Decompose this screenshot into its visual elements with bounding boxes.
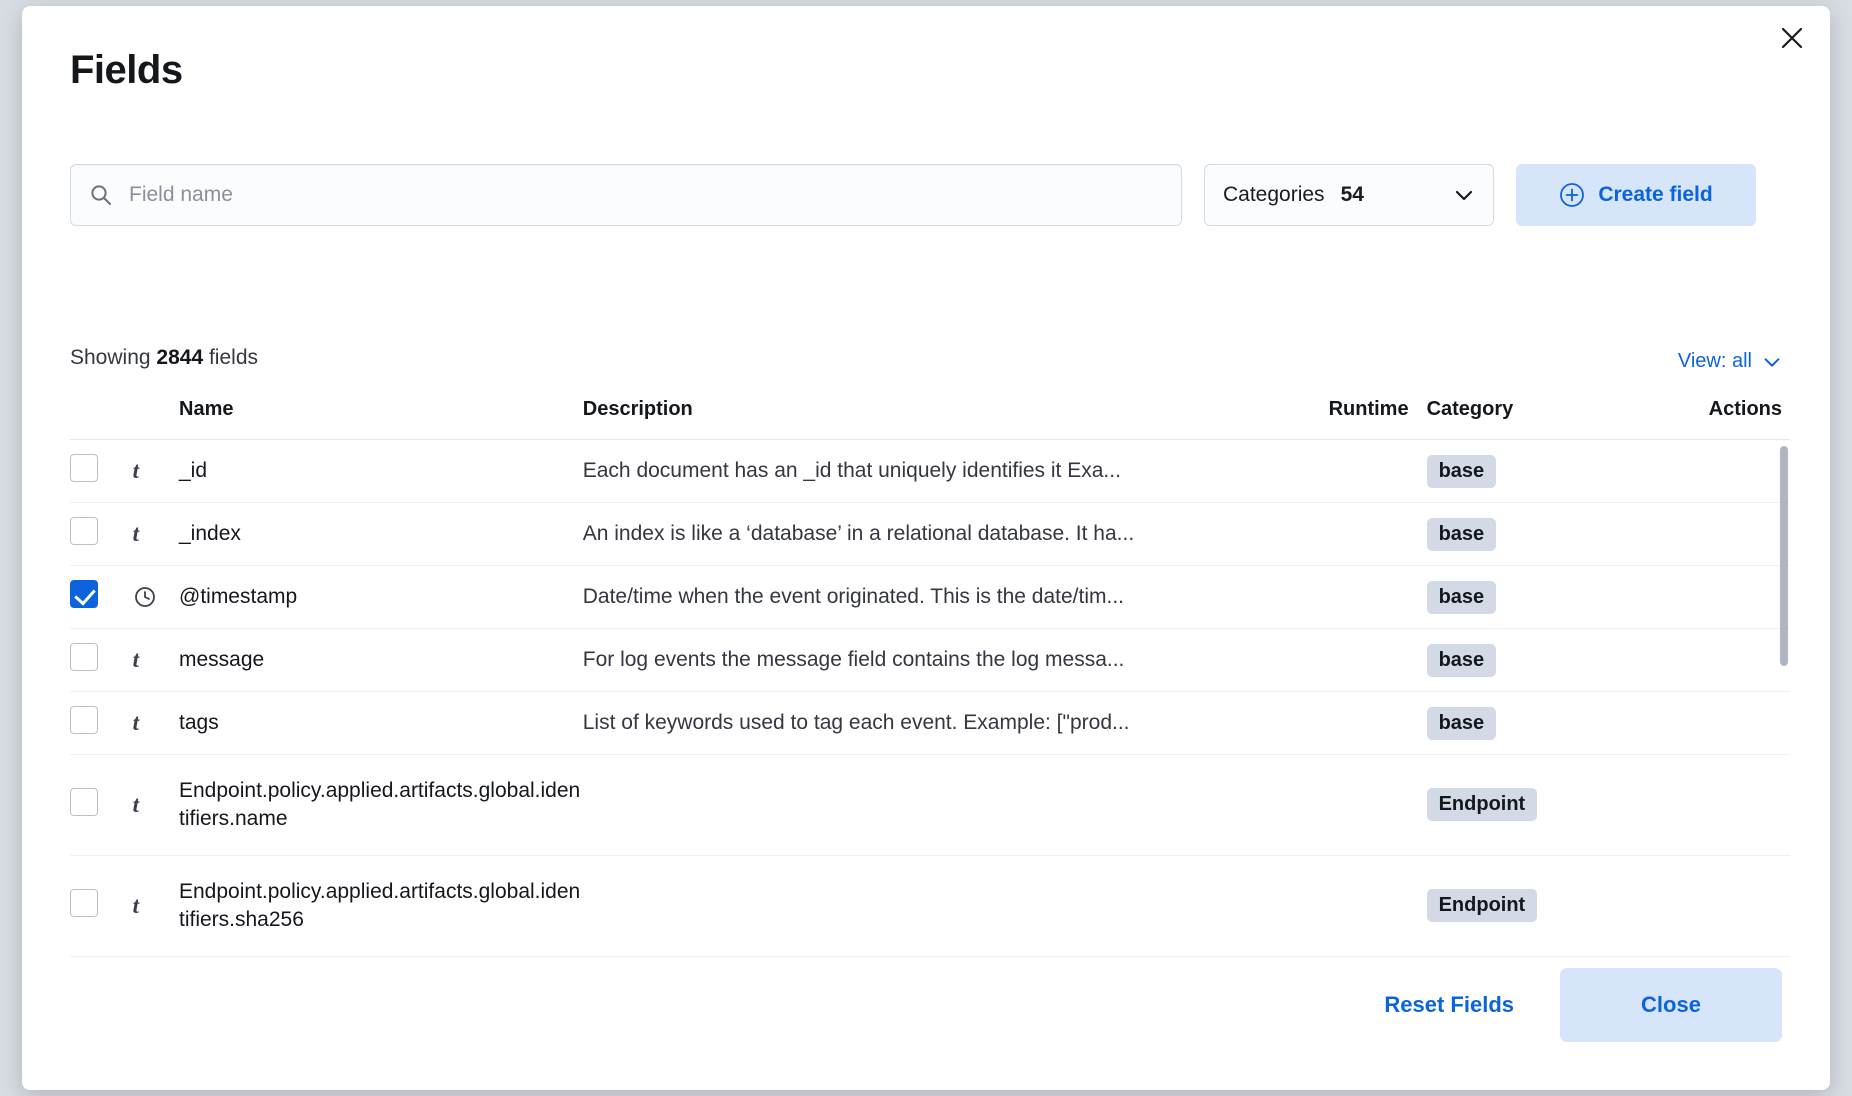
row-name-cell [179,629,583,692]
row-description-cell [583,566,1257,629]
modal-footer [1384,968,1782,1042]
page-title: Fields [70,48,183,92]
row-name-cell [179,440,583,503]
fields-table-wrapper [70,398,1790,938]
row-type-cell [133,440,179,503]
field-description: List of keywords used to tag each event. Example: ["prod... [582,711,1130,734]
category-badge: base [1427,581,1497,614]
row-runtime-cell [1257,503,1427,566]
row-runtime-cell [1257,440,1427,503]
search-input-wrapper[interactable] [70,164,1182,226]
field-name: message [179,648,265,672]
row-type-cell [133,503,179,566]
chevron-down-icon [1453,184,1475,206]
view-selector-label: View: all [1677,350,1752,372]
row-description-cell [583,755,1257,856]
table-row[interactable] [70,440,1790,503]
row-actions-cell [1616,629,1790,692]
close-icon[interactable] [1772,18,1812,58]
row-checkbox[interactable] [70,643,98,671]
string-type-icon: t [132,458,139,483]
header-type [133,398,179,440]
row-runtime-cell [1257,755,1427,856]
plus-circle-icon [1559,182,1585,208]
row-runtime-cell [1257,855,1427,956]
field-name: @timestamp [179,585,298,609]
row-select-cell [70,503,133,566]
reset-fields-button[interactable]: Reset Fields [1384,992,1514,1017]
row-select-cell [70,440,133,503]
header-category: Category [1427,398,1617,440]
header-name: Name [179,398,583,440]
row-type-cell [133,755,179,856]
table-header [70,398,1790,440]
row-runtime-cell [1257,566,1427,629]
row-name-cell [179,692,583,755]
row-runtime-cell [1257,629,1427,692]
summary-prefix: Showing [70,346,151,369]
row-runtime-cell [1257,692,1427,755]
row-checkbox[interactable] [70,706,98,734]
field-name: Endpoint.policy.applied.artifacts.global.identifiers.name [179,779,581,830]
date-type-icon [133,585,157,609]
field-description: An index is like a ‘database’ in a relational database. It ha... [582,522,1135,545]
row-type-cell [133,629,179,692]
row-actions-cell [1616,692,1790,755]
row-checkbox[interactable] [70,889,98,917]
header-actions: Actions [1616,398,1790,440]
category-badge: Endpoint [1427,788,1538,821]
vertical-scrollbar-thumb[interactable] [1780,446,1788,666]
row-actions-cell [1616,503,1790,566]
row-category-cell [1427,503,1617,566]
row-actions-cell [1616,566,1790,629]
row-checkbox[interactable] [70,454,98,482]
string-type-icon: t [132,791,139,817]
row-type-cell [133,855,179,956]
category-badge: base [1427,455,1497,488]
create-field-label: Create field [1598,183,1713,206]
categories-count: 54 [1340,183,1364,206]
row-category-cell [1427,566,1617,629]
row-description-cell [583,629,1257,692]
row-name-cell [179,503,583,566]
row-checkbox[interactable] [70,580,98,608]
row-category-cell [1427,855,1617,956]
row-actions-cell [1616,440,1790,503]
chevron-down-icon [1762,352,1782,372]
row-description-cell [583,440,1257,503]
table-row[interactable] [70,692,1790,755]
summary-suffix: fields [208,346,258,369]
summary-count: 2844 [156,346,204,369]
row-description-cell [583,692,1257,755]
category-badge: base [1427,644,1497,677]
row-checkbox[interactable] [70,517,98,545]
results-summary [70,346,258,370]
field-name: tags [179,711,219,735]
row-name-cell [179,755,583,856]
close-button[interactable]: Close [1560,968,1782,1042]
string-type-icon: t [132,710,139,735]
field-name: Endpoint.policy.applied.artifacts.global.identifiers.sha256 [179,879,581,931]
table-row[interactable] [70,755,1790,856]
search-input[interactable] [127,182,1163,208]
row-actions-cell [1616,855,1790,956]
row-description-cell [583,503,1257,566]
field-description: Each document has an _id that uniquely identifies it Exa... [582,459,1121,482]
table-row[interactable] [70,566,1790,629]
header-runtime: Runtime [1257,398,1427,440]
row-select-cell [70,629,133,692]
row-category-cell [1427,440,1617,503]
row-name-cell [179,855,583,956]
category-badge: base [1427,518,1497,551]
category-badge: Endpoint [1427,889,1538,922]
row-category-cell [1427,755,1617,856]
row-type-cell [133,692,179,755]
controls-row [70,164,1782,226]
row-select-cell [70,755,133,856]
row-name-cell [179,566,583,629]
row-description-cell [583,855,1257,956]
row-checkbox[interactable] [70,788,98,816]
fields-modal [22,6,1830,1090]
table-row[interactable] [70,629,1790,692]
category-badge: base [1427,707,1497,740]
table-row[interactable] [70,855,1790,956]
row-select-cell [70,855,133,956]
table-body [70,440,1790,957]
row-category-cell [1427,629,1617,692]
categories-label: Categories [1223,183,1325,206]
string-type-icon: t [132,892,139,918]
table-row[interactable] [70,503,1790,566]
create-field-button[interactable] [1516,164,1756,226]
string-type-icon: t [132,521,139,546]
row-actions-cell [1616,755,1790,856]
row-category-cell [1427,692,1617,755]
string-type-icon: t [132,647,139,672]
row-select-cell [70,692,133,755]
row-type-cell [133,566,179,629]
view-selector[interactable] [1678,350,1782,373]
search-icon [89,183,113,207]
header-description: Description [583,398,1257,440]
row-select-cell [70,566,133,629]
categories-dropdown[interactable] [1204,164,1494,226]
field-description: Date/time when the event originated. This is the date/tim... [582,585,1124,608]
fields-table [70,398,1790,957]
header-select [70,398,133,440]
field-description: For log events the message field contains the log messa... [582,648,1125,671]
field-name: _index [179,522,241,546]
field-name: _id [179,459,208,483]
